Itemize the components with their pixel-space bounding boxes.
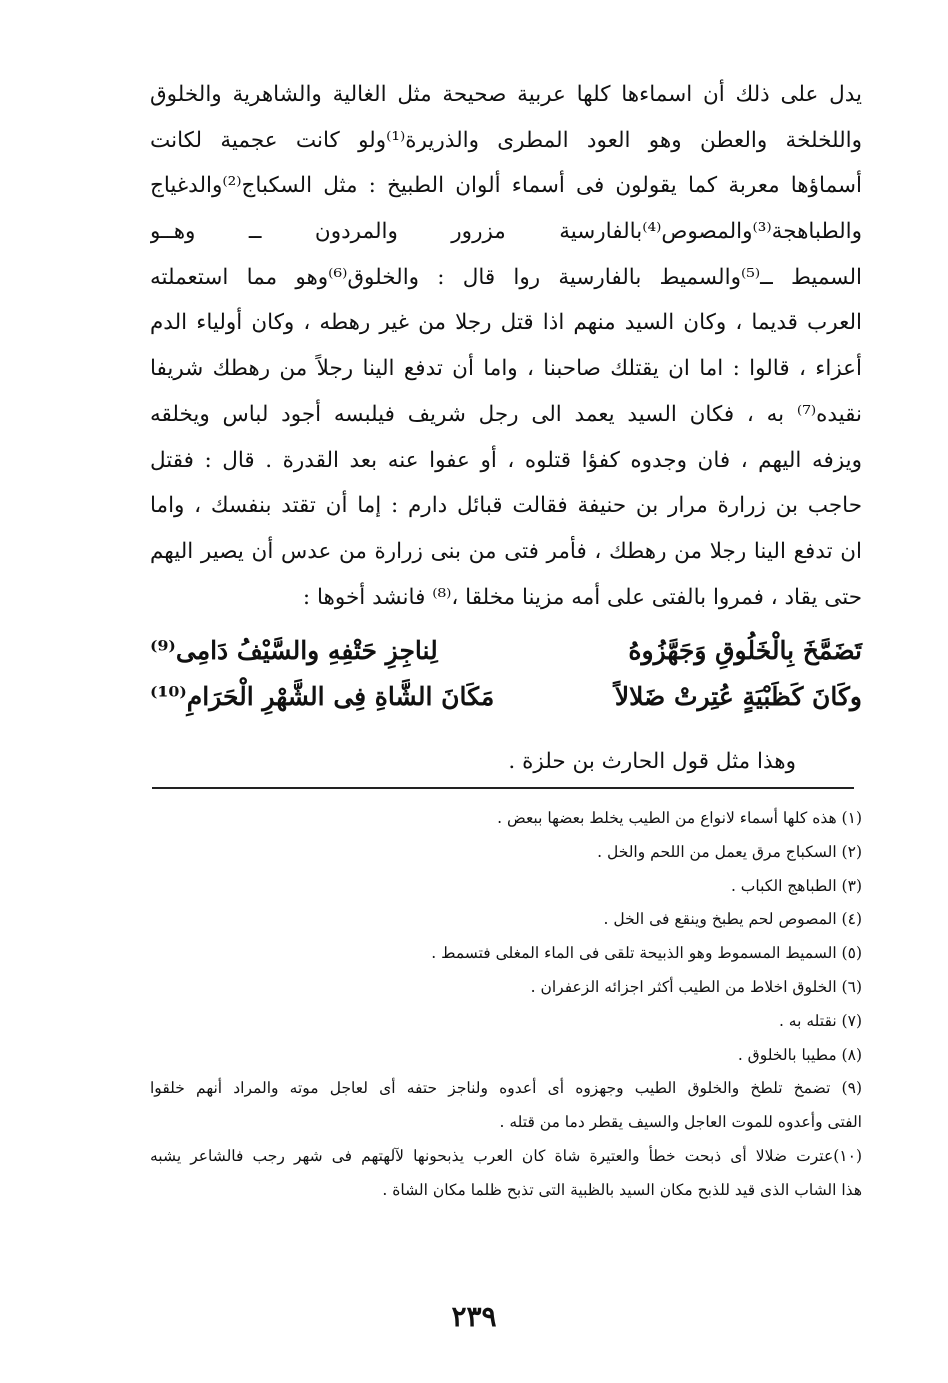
footnote: (٩) تضمخ تلطخ والخلوق الطيب وجهزوه أى أعدوه ولناجز حتفه أى لعاجل موته والمراد أنهم خلقوا [150,1079,862,1098]
footnote: (٨) مطيبا بالخلوق . [737,1045,862,1064]
footnote-separator [152,787,854,789]
footnote: (٤) المصوص لحم يطبخ وينقع فى الخل . [603,910,862,929]
footnote: (٥) السميط المسموط وهو الذبيحة تلقى فى الماء المغلى فتسمط . [431,944,862,963]
text-line: أسماؤها معربة كما يقولون فى أسماء ألوان الطبيخ : مثل السكباج⁽²⁾والدغياج [150,173,862,199]
text-line: السميط ــ⁽⁵⁾والسميط بالفارسية روا قال : والخلوق⁽⁶⁾وهو مما استعملته [150,264,862,290]
text-line: والطباهجة⁽³⁾والمصوص⁽⁴⁾بالفارسية مزرور والمردون ــ وهــو [150,219,862,245]
text-line: حتى يقاد ، فمروا بالفتى على أمه مزينا مخلقا ،⁽⁸⁾ فانشد أخوها : [302,584,862,610]
verse-line [150,674,862,720]
footnote: (٧) نقتله به . [778,1011,862,1030]
text-line: واللخلخة والعطن وهو العود المطرى والذريرة⁽¹⁾ولو كانت عجمية لكانت [150,127,862,153]
verse-second-hemistich: مَكَانَ الشَّاةِ فِى الشَّهْرِ الْحَرَامِ⁽¹⁰⁾ [150,682,495,711]
footnote: (١٠)عترت ضلالا أى ذبحت خطأ والعتيرة شاة كان العرب يذبحونها لآلهتهم فى شهر رجب فالشاعر يشبه [150,1146,862,1165]
footnote: (١) هذه كلها أسماء لانواع من الطيب يخلط بعضها ببعض . [497,809,862,827]
verse-first-hemistich: وكَانَ كَظَبْيَةٍ عُتِرتْ ضَلالاً [614,682,862,711]
footnote: (٦) الخلوق اخلاط من الطيب أكثر اجزائه الزعفران . [530,977,862,996]
verse-second-hemistich: لِناجِزِ حَتْفِهِ والسَّيْفُ دَامِى⁽⁹⁾ [150,636,438,665]
footnote-continuation: هذا الشاب الذى قيد للذبح مكان السيد بالظبية التى تذبح ظلما مكان الشاة . [382,1180,862,1199]
text-line: ويزفه اليهم ، فان وجدوه كفؤا قتلوه ، أو عفوا عنه بعد القدرة . قال : فقتل [150,447,862,473]
verse-line [150,628,862,674]
main-text [150,72,862,620]
text-line: نقيده⁽⁷⁾ به ، فكان السيد يعمد الى رجل شريف فيلبسه أجود لباس ويخلقه [150,401,862,427]
footnote-continuation: الفتى وأعدوه للموت العاجل والسيف يقطر دما من قتله . [499,1113,862,1132]
footnote: (٢) السكباج مرق يعمل من اللحم والخل . [597,842,862,861]
verse-first-hemistich: تَضَمَّخَ بِالْخَلُوقِ وَجَهَّزُوهُ [628,636,862,665]
text-line: حاجب بن زرارة مرار بن حنيفة فقالت قبائل دارم : إما أن تقتد بنفسك ، واما [150,493,862,519]
footnotes [150,802,862,1208]
text-line: ان تدفع الينا رجلا من رهطك ، فأمر فتى من بنى زرارة من عدس أن يصير اليهم [150,538,862,564]
text-line: العرب قديما ، وكان السيد منهم اذا قتل رجلا من غير رهطه ، وكان أولياء الدم [150,310,862,336]
poem-verse [150,628,862,720]
footnote: (٣) الطباهج الكباب . [730,876,862,895]
closing-sentence: وهذا مثل قول الحارث بن حلزة . [508,749,796,774]
text-line: أعزاء ، قالوا : اما ان يقتلك صاحبنا ، واما أن تدفع الينا رجلاً من رهطك شريفا [150,356,862,382]
page-number: ٢٣٩ [451,1300,497,1333]
text-line: يدل على ذلك أن اسماءها كلها عربية صحيحة مثل الغالية والشاهرية والخلوق [150,82,862,107]
